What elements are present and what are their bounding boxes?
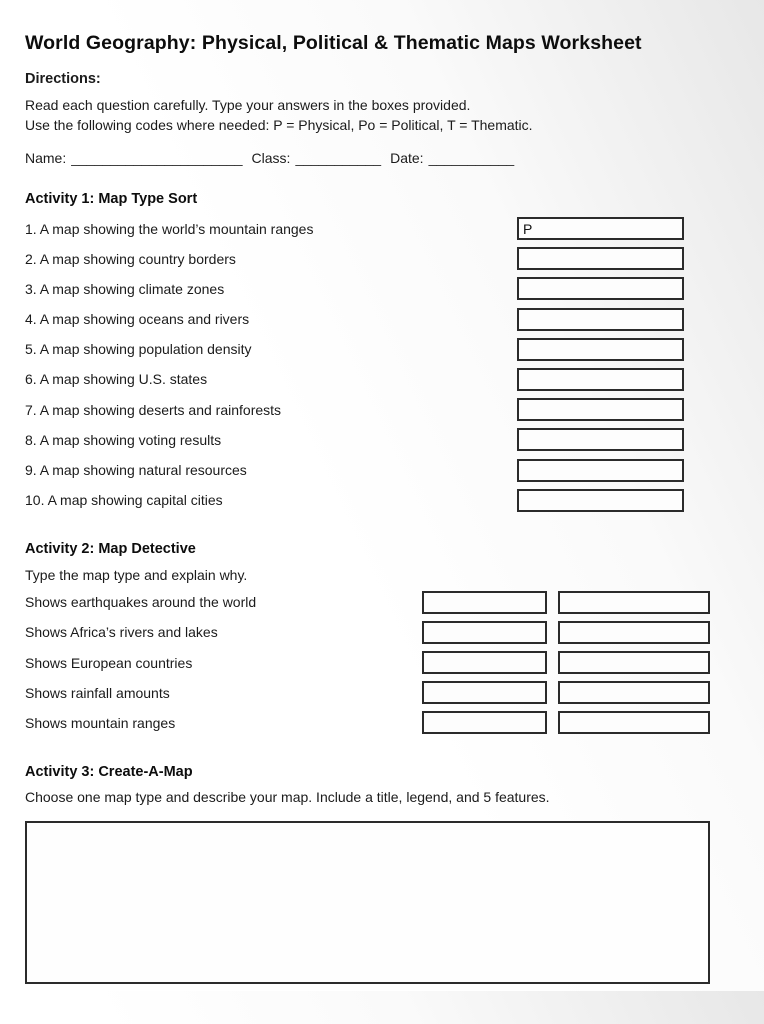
answer-input-1[interactable] [517, 217, 684, 240]
explanation-input-5[interactable] [558, 711, 710, 734]
answer-input-2[interactable] [517, 247, 684, 270]
answer-input-5[interactable] [517, 338, 684, 361]
prompt-label: Shows rainfall amounts [25, 684, 170, 701]
explanation-input-1[interactable] [558, 591, 710, 614]
map-type-input-4[interactable] [422, 681, 547, 704]
activity1-row [25, 398, 739, 421]
worksheet-page [0, 33, 764, 984]
answer-input-4[interactable] [517, 308, 684, 331]
question-label: 10. A map showing capital cities [25, 492, 223, 509]
activity1-row [25, 308, 739, 331]
question-label: 6. A map showing U.S. states [25, 371, 208, 388]
activity2-row [25, 591, 739, 614]
activity1-heading: Activity 1: Map Type Sort [25, 191, 198, 207]
prompt-label: Shows earthquakes around the world [25, 594, 257, 611]
class-blank: ___________ [295, 150, 382, 166]
question-label: 3. A map showing climate zones [25, 280, 225, 297]
question-label: 9. A map showing natural resources [25, 462, 247, 478]
question-label: 5. A map showing population density [25, 341, 252, 358]
prompt-label: Shows European countries [25, 654, 193, 671]
create-a-map-textarea[interactable] [25, 821, 710, 984]
explanation-input-2[interactable] [558, 621, 710, 644]
map-type-input-1[interactable] [422, 591, 547, 614]
activity2-row [25, 621, 739, 644]
question-label: 4. A map showing oceans and rivers [25, 311, 250, 328]
prompt-label: Shows mountain ranges [25, 714, 176, 731]
directions-line-1: Read each question carefully. Type your answers in the boxes provided. [25, 97, 471, 113]
activity2-subheading: Type the map type and explain why. [25, 566, 248, 583]
activity1-list [25, 217, 739, 512]
map-type-input-2[interactable] [422, 621, 547, 644]
map-type-input-5[interactable] [422, 711, 547, 734]
answer-input-3[interactable] [517, 277, 684, 300]
date-blank: ___________ [428, 150, 515, 166]
activity3-subheading: Choose one map type and describe your map. Include a title, legend, and 5 features. [25, 789, 550, 806]
activity2-row [25, 681, 739, 704]
activity1-row [25, 247, 739, 270]
name-class-date-line [25, 150, 739, 166]
activity1-row [25, 368, 739, 391]
answer-input-6[interactable] [517, 368, 684, 391]
activity2-row [25, 651, 739, 674]
answer-input-8[interactable] [517, 428, 684, 451]
activity1-row [25, 428, 739, 451]
activity1-row [25, 338, 739, 361]
name-blank: ______________________ [71, 150, 243, 166]
activity1-row [25, 489, 739, 512]
explanation-input-3[interactable] [558, 651, 710, 674]
page-title: World Geography: Physical, Political & Thematic Maps Worksheet [25, 32, 642, 54]
activity1-row [25, 217, 739, 240]
activity3-heading: Activity 3: Create-A-Map [25, 764, 193, 781]
activity1-row [25, 459, 739, 482]
answer-input-9[interactable] [517, 459, 684, 482]
answer-input-7[interactable] [517, 398, 684, 421]
name-label: Name: [25, 150, 67, 166]
directions-label: Directions: [25, 71, 101, 87]
class-label: Class: [251, 150, 291, 166]
explanation-input-4[interactable] [558, 681, 710, 704]
date-label: Date: [390, 150, 424, 166]
activity2-row [25, 711, 739, 734]
question-label: 2. A map showing country borders [25, 250, 236, 267]
question-label: 1. A map showing the world’s mountain ranges [25, 220, 314, 237]
question-label: 8. A map showing voting results [25, 431, 222, 448]
activity2-list [25, 591, 739, 735]
prompt-label: Shows Africa’s rivers and lakes [25, 624, 218, 641]
directions-line-2: Use the following codes where needed: P = Physical, Po = Political, T = Thematic. [25, 117, 533, 133]
activity1-row [25, 277, 739, 300]
map-type-input-3[interactable] [422, 651, 547, 674]
answer-input-10[interactable] [517, 489, 684, 512]
activity2-heading: Activity 2: Map Detective [25, 540, 196, 557]
question-label: 7. A map showing deserts and rainforests [25, 401, 282, 418]
